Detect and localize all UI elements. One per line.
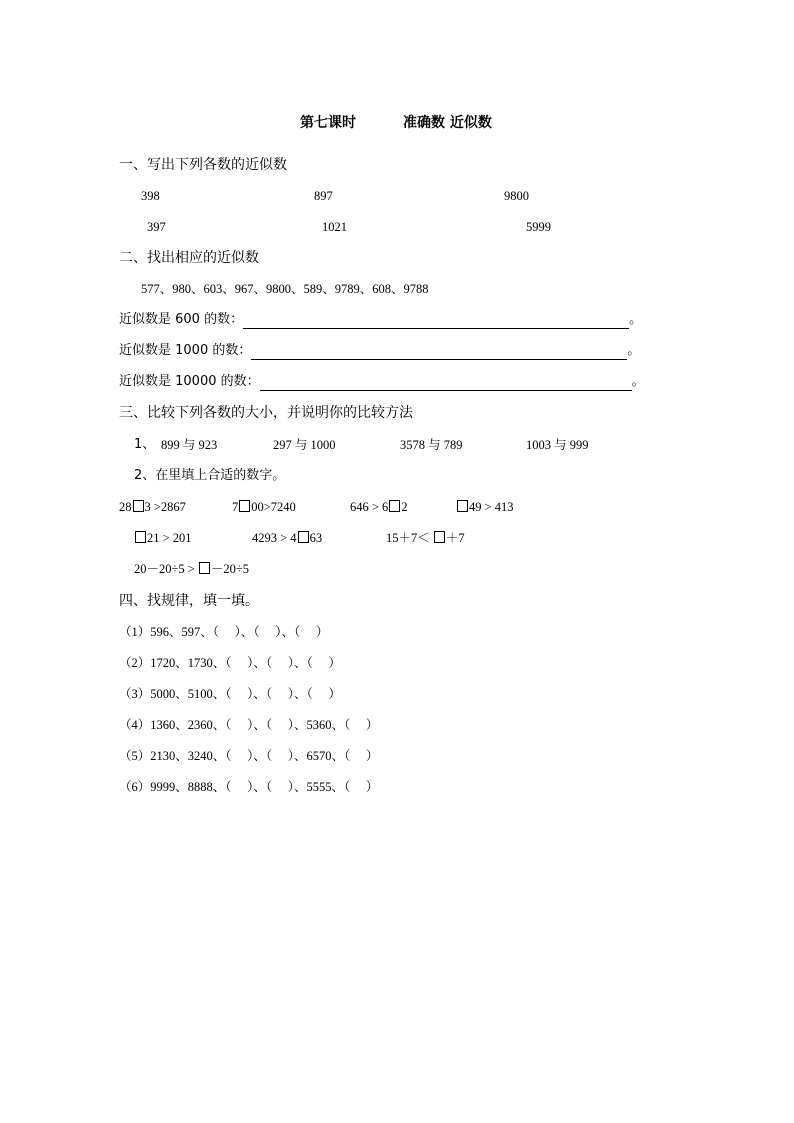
digit-box[interactable] xyxy=(199,562,210,574)
lesson-topic: 准确数 近似数 xyxy=(403,115,492,131)
fill-digit-item: 28 3 >2867 xyxy=(119,500,186,514)
number-list: 577、980、603、967、9800、589、9789、608、9788 xyxy=(141,282,429,296)
s1-number: 1021 xyxy=(322,220,347,234)
fill-digit-item: 20－20÷5 > －20÷5 xyxy=(134,562,250,576)
answer-blank[interactable] xyxy=(251,345,627,360)
s1-number: 9800 xyxy=(504,189,529,203)
row-label: 近似数是 600 的数： xyxy=(119,312,244,327)
pattern-item: （3）5000、5100、（ ）、（ ）、（ ） xyxy=(119,687,341,701)
approx-1000-row xyxy=(119,342,640,360)
answer-blank[interactable] xyxy=(243,314,629,329)
digit-box[interactable] xyxy=(239,500,250,512)
s1-number: 5999 xyxy=(526,220,551,234)
s1-number: 897 xyxy=(314,189,333,203)
pattern-item: （6）9999、8888、（ ）、（ ）、5555、（ ） xyxy=(119,780,379,794)
row-end: 。 xyxy=(631,374,645,389)
lesson-number: 第七课时 xyxy=(300,115,356,131)
row-label: 近似数是 10000 的数： xyxy=(119,374,260,389)
q2-instruction: 2、在里填上合适的数字。 xyxy=(134,468,286,483)
compare-pair: 1003 与 999 xyxy=(526,438,589,452)
section3-heading: 三、比较下列各数的大小，并说明你的比较方法 xyxy=(119,405,413,421)
q1-number: 1、 xyxy=(134,437,156,452)
digit-box[interactable] xyxy=(389,500,400,512)
digit-box[interactable] xyxy=(135,531,146,543)
pattern-item: （4）1360、2360、（ ）、（ ）、5360、（ ） xyxy=(119,718,379,732)
row-label: 近似数是 1000 的数： xyxy=(119,343,252,358)
fill-digit-item: 15＋7＜ ＋7 xyxy=(386,531,465,545)
pattern-item: （2）1720、1730、（ ）、（ ）、（ ） xyxy=(119,656,341,670)
section4-heading: 四、找规律，填一填。 xyxy=(119,593,259,609)
row-end: 。 xyxy=(627,343,641,358)
fill-digit-item: 7 00>7240 xyxy=(232,500,296,514)
section1-heading: 一、写出下列各数的近似数 xyxy=(119,157,287,173)
answer-blank[interactable] xyxy=(260,376,632,391)
fill-digit-item: 49 > 413 xyxy=(456,498,514,516)
digit-box[interactable] xyxy=(133,500,144,512)
digit-box[interactable] xyxy=(434,531,445,543)
compare-pair: 3578 与 789 xyxy=(400,438,463,452)
approx-10000-row xyxy=(119,373,645,391)
fill-digit-item: 4293 > 4 63 xyxy=(252,531,323,545)
s1-number: 398 xyxy=(141,189,160,203)
fill-digit-item: 646 > 6 2 xyxy=(350,500,408,514)
pattern-item: （1）596、597、（ ）、（ ）、（ ） xyxy=(119,625,329,639)
pattern-item: （5）2130、3240、（ ）、（ ）、6570、（ ） xyxy=(119,749,379,763)
compare-pair: 899 与 923 xyxy=(161,438,218,452)
digit-box[interactable] xyxy=(298,531,309,543)
fill-digit-item: 21 > 201 xyxy=(134,529,192,547)
compare-pair: 297 与 1000 xyxy=(273,438,336,452)
approx-600-row xyxy=(119,311,642,329)
section2-heading: 二、找出相应的近似数 xyxy=(119,250,259,266)
s1-number: 397 xyxy=(147,220,166,234)
row-end: 。 xyxy=(629,312,643,327)
digit-box[interactable] xyxy=(457,500,468,512)
